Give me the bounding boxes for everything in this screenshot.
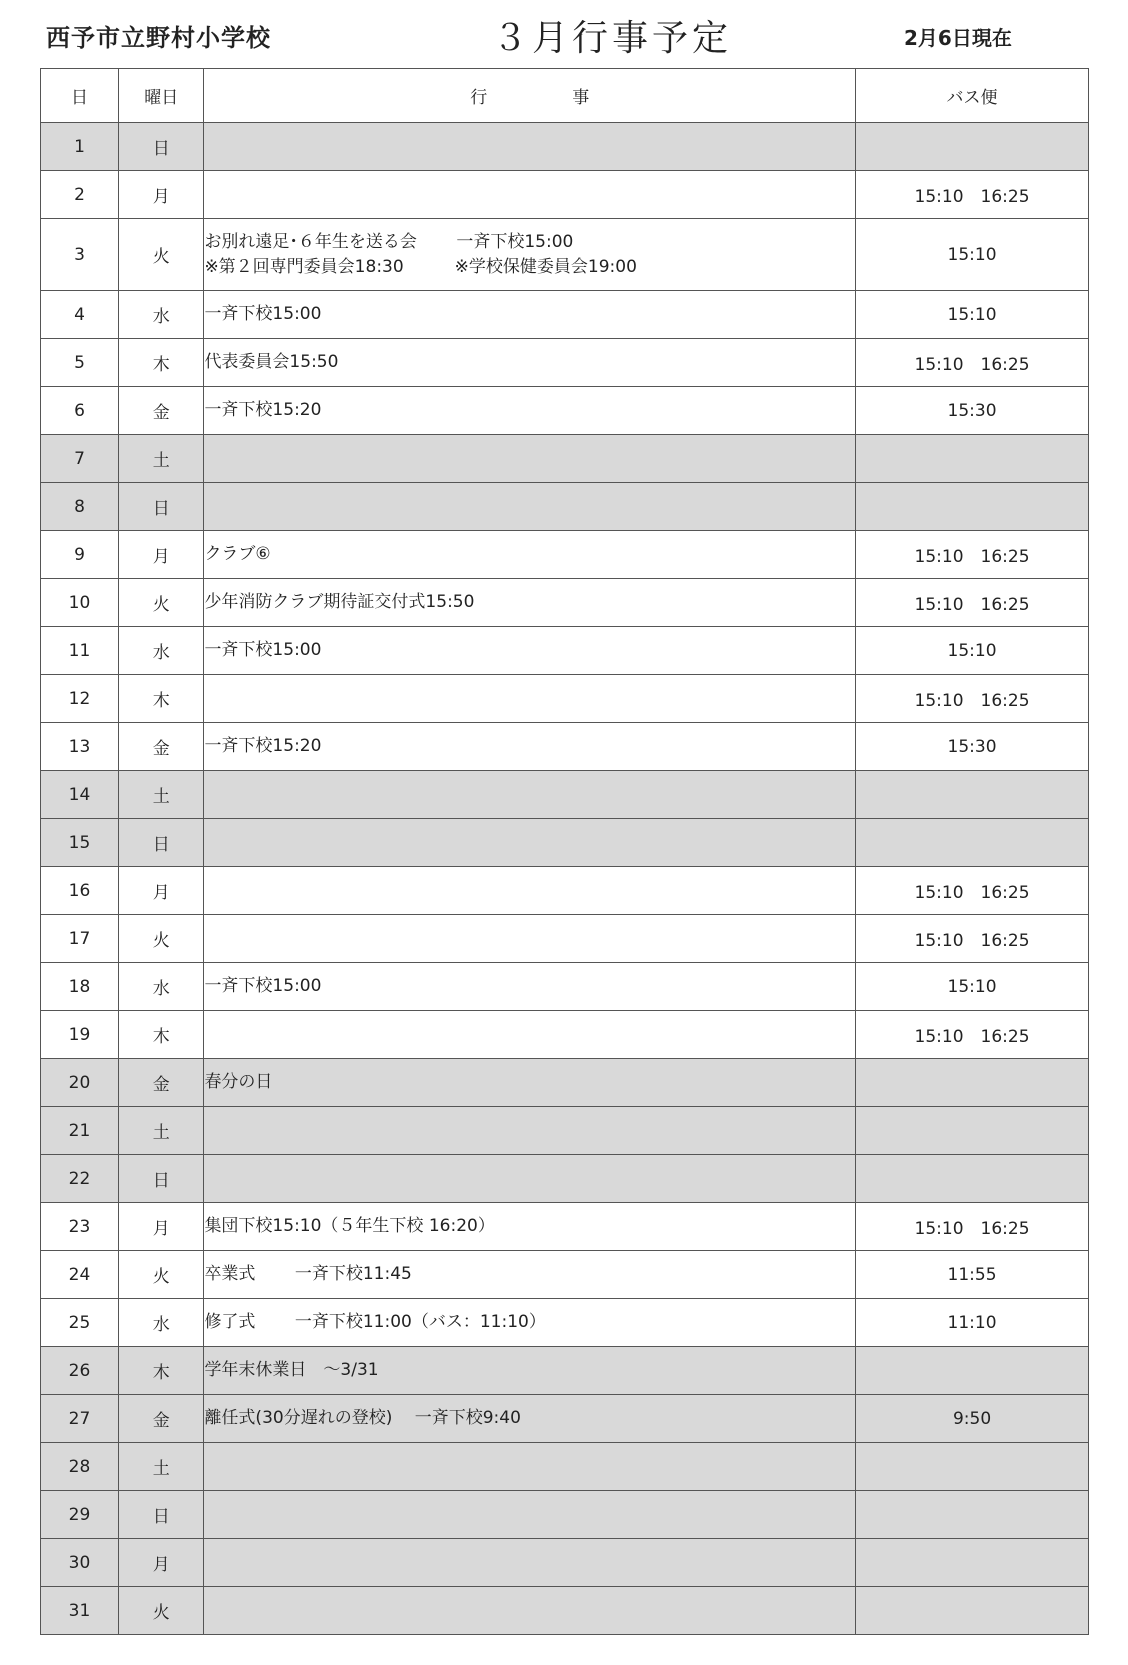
table-row [41, 531, 1089, 579]
weekday-cell: 水 [118, 1299, 203, 1347]
events-cell: 修了式 一斉下校11:00（バス：11:10） [204, 1299, 856, 1347]
events-cell [204, 171, 856, 219]
events-cell [204, 675, 856, 723]
table-row [41, 675, 1089, 723]
bus-cell [856, 819, 1089, 867]
bus-cell: 15:10 16:25 [856, 531, 1089, 579]
school-name: 西予市立野村小学校 [46, 24, 271, 52]
table-row [41, 1395, 1089, 1443]
bus-cell: 11:55 [856, 1251, 1089, 1299]
weekday-cell: 月 [118, 867, 203, 915]
bus-cell [856, 1587, 1089, 1635]
table-row [41, 627, 1089, 675]
bus-cell [856, 1491, 1089, 1539]
day-cell: 27 [41, 1395, 119, 1443]
events-cell: 一斉下校15:20 [204, 723, 856, 771]
bus-cell [856, 1443, 1089, 1491]
header-row [41, 69, 1089, 123]
bus-cell [856, 435, 1089, 483]
as-of-date: 2月6日現在 [904, 26, 1012, 50]
column-header-day: 日 [41, 69, 119, 123]
weekday-cell: 金 [118, 723, 203, 771]
events-cell: 一斉下校15:00 [204, 291, 856, 339]
events-cell: 学年末休業日 ～3/31 [204, 1347, 856, 1395]
events-cell: 卒業式 一斉下校11:45 [204, 1251, 856, 1299]
day-cell: 13 [41, 723, 119, 771]
table-row [41, 867, 1089, 915]
weekday-cell: 土 [118, 435, 203, 483]
bus-cell: 15:10 16:25 [856, 915, 1089, 963]
weekday-cell: 日 [118, 819, 203, 867]
weekday-cell: 水 [118, 291, 203, 339]
bus-cell: 15:10 16:25 [856, 171, 1089, 219]
day-cell: 5 [41, 339, 119, 387]
weekday-cell: 金 [118, 387, 203, 435]
weekday-cell: 日 [118, 123, 203, 171]
events-cell [204, 123, 856, 171]
weekday-cell: 日 [118, 1491, 203, 1539]
events-cell: 春分の日 [204, 1059, 856, 1107]
table-row [41, 579, 1089, 627]
table-row [41, 1059, 1089, 1107]
weekday-cell: 金 [118, 1059, 203, 1107]
day-cell: 21 [41, 1107, 119, 1155]
column-header-events: 行 事 [204, 69, 856, 123]
bus-cell: 15:10 [856, 627, 1089, 675]
bus-cell: 11:10 [856, 1299, 1089, 1347]
table-row [41, 1347, 1089, 1395]
table-row [41, 771, 1089, 819]
day-cell: 26 [41, 1347, 119, 1395]
events-cell [204, 819, 856, 867]
weekday-cell: 月 [118, 171, 203, 219]
day-cell: 8 [41, 483, 119, 531]
bus-cell [856, 1155, 1089, 1203]
day-cell: 3 [41, 219, 119, 291]
events-cell: 少年消防クラブ期待証交付式15:50 [204, 579, 856, 627]
events-cell: 一斉下校15:00 [204, 963, 856, 1011]
page-header [0, 0, 1128, 68]
bus-cell [856, 123, 1089, 171]
table-row [41, 1587, 1089, 1635]
day-cell: 20 [41, 1059, 119, 1107]
events-cell [204, 1011, 856, 1059]
events-cell [204, 1539, 856, 1587]
weekday-cell: 火 [118, 1587, 203, 1635]
day-cell: 19 [41, 1011, 119, 1059]
bus-cell: 9:50 [856, 1395, 1089, 1443]
bus-cell: 15:10 16:25 [856, 675, 1089, 723]
day-cell: 2 [41, 171, 119, 219]
bus-cell [856, 1539, 1089, 1587]
weekday-cell: 火 [118, 915, 203, 963]
weekday-cell: 土 [118, 1107, 203, 1155]
column-header-weekday: 曜日 [118, 69, 203, 123]
bus-cell [856, 1107, 1089, 1155]
weekday-cell: 木 [118, 1347, 203, 1395]
weekday-cell: 日 [118, 483, 203, 531]
weekday-cell: 火 [118, 1251, 203, 1299]
day-cell: 31 [41, 1587, 119, 1635]
table-row [41, 1155, 1089, 1203]
weekday-cell: 日 [118, 1155, 203, 1203]
day-cell: 29 [41, 1491, 119, 1539]
table-row [41, 1491, 1089, 1539]
table-row [41, 387, 1089, 435]
events-cell [204, 1155, 856, 1203]
weekday-cell: 木 [118, 339, 203, 387]
weekday-cell: 土 [118, 1443, 203, 1491]
weekday-cell: 金 [118, 1395, 203, 1443]
bus-cell: 15:10 16:25 [856, 1203, 1089, 1251]
weekday-cell: 火 [118, 579, 203, 627]
day-cell: 7 [41, 435, 119, 483]
events-cell: お別れ遠足･６年生を送る会 一斉下校15:00 ※第２回専門委員会18:30 ※学校保健委員会19:00 [204, 219, 856, 291]
table-row [41, 339, 1089, 387]
bus-cell: 15:10 16:25 [856, 1011, 1089, 1059]
events-cell [204, 915, 856, 963]
events-cell: 離任式(30分遅れの登校) 一斉下校9:40 [204, 1395, 856, 1443]
events-cell [204, 771, 856, 819]
weekday-cell: 月 [118, 1203, 203, 1251]
day-cell: 30 [41, 1539, 119, 1587]
day-cell: 17 [41, 915, 119, 963]
weekday-cell: 水 [118, 963, 203, 1011]
table-row [41, 1251, 1089, 1299]
events-cell [204, 1491, 856, 1539]
day-cell: 9 [41, 531, 119, 579]
day-cell: 10 [41, 579, 119, 627]
day-cell: 25 [41, 1299, 119, 1347]
table-row [41, 819, 1089, 867]
table-row [41, 1539, 1089, 1587]
events-cell: 代表委員会15:50 [204, 339, 856, 387]
events-cell [204, 1587, 856, 1635]
events-cell: クラブ⑥ [204, 531, 856, 579]
bus-cell: 15:10 [856, 291, 1089, 339]
weekday-cell: 月 [118, 1539, 203, 1587]
day-cell: 6 [41, 387, 119, 435]
day-cell: 11 [41, 627, 119, 675]
day-cell: 14 [41, 771, 119, 819]
bus-cell: 15:10 16:25 [856, 867, 1089, 915]
day-cell: 12 [41, 675, 119, 723]
events-cell: 一斉下校15:00 [204, 627, 856, 675]
bus-cell [856, 1347, 1089, 1395]
bus-cell [856, 483, 1089, 531]
events-cell: 一斉下校15:20 [204, 387, 856, 435]
day-cell: 4 [41, 291, 119, 339]
bus-cell: 15:30 [856, 387, 1089, 435]
table-row [41, 963, 1089, 1011]
bus-cell: 15:10 16:25 [856, 339, 1089, 387]
day-cell: 15 [41, 819, 119, 867]
schedule-table [40, 68, 1089, 1635]
bus-cell [856, 1059, 1089, 1107]
table-row [41, 483, 1089, 531]
day-cell: 22 [41, 1155, 119, 1203]
events-cell [204, 1443, 856, 1491]
table-row [41, 1443, 1089, 1491]
day-cell: 23 [41, 1203, 119, 1251]
table-row [41, 1011, 1089, 1059]
page-title: ３月行事予定 [492, 18, 733, 59]
events-cell [204, 435, 856, 483]
table-row [41, 915, 1089, 963]
bus-cell [856, 771, 1089, 819]
table-row [41, 123, 1089, 171]
table-row [41, 1299, 1089, 1347]
bus-cell: 15:10 [856, 219, 1089, 291]
table-row [41, 219, 1089, 291]
day-cell: 1 [41, 123, 119, 171]
table-row [41, 723, 1089, 771]
table-row [41, 1107, 1089, 1155]
table-row [41, 1203, 1089, 1251]
table-row [41, 435, 1089, 483]
day-cell: 28 [41, 1443, 119, 1491]
bus-cell: 15:10 [856, 963, 1089, 1011]
day-cell: 16 [41, 867, 119, 915]
bus-cell: 15:10 16:25 [856, 579, 1089, 627]
table-row [41, 291, 1089, 339]
events-cell [204, 1107, 856, 1155]
weekday-cell: 木 [118, 675, 203, 723]
events-cell [204, 483, 856, 531]
weekday-cell: 木 [118, 1011, 203, 1059]
day-cell: 24 [41, 1251, 119, 1299]
events-cell: 集団下校15:10（５年生下校 16:20） [204, 1203, 856, 1251]
table-row [41, 171, 1089, 219]
bus-cell: 15:30 [856, 723, 1089, 771]
column-header-bus: バス便 [856, 69, 1089, 123]
day-cell: 18 [41, 963, 119, 1011]
weekday-cell: 土 [118, 771, 203, 819]
events-cell [204, 867, 856, 915]
weekday-cell: 火 [118, 219, 203, 291]
weekday-cell: 水 [118, 627, 203, 675]
weekday-cell: 月 [118, 531, 203, 579]
